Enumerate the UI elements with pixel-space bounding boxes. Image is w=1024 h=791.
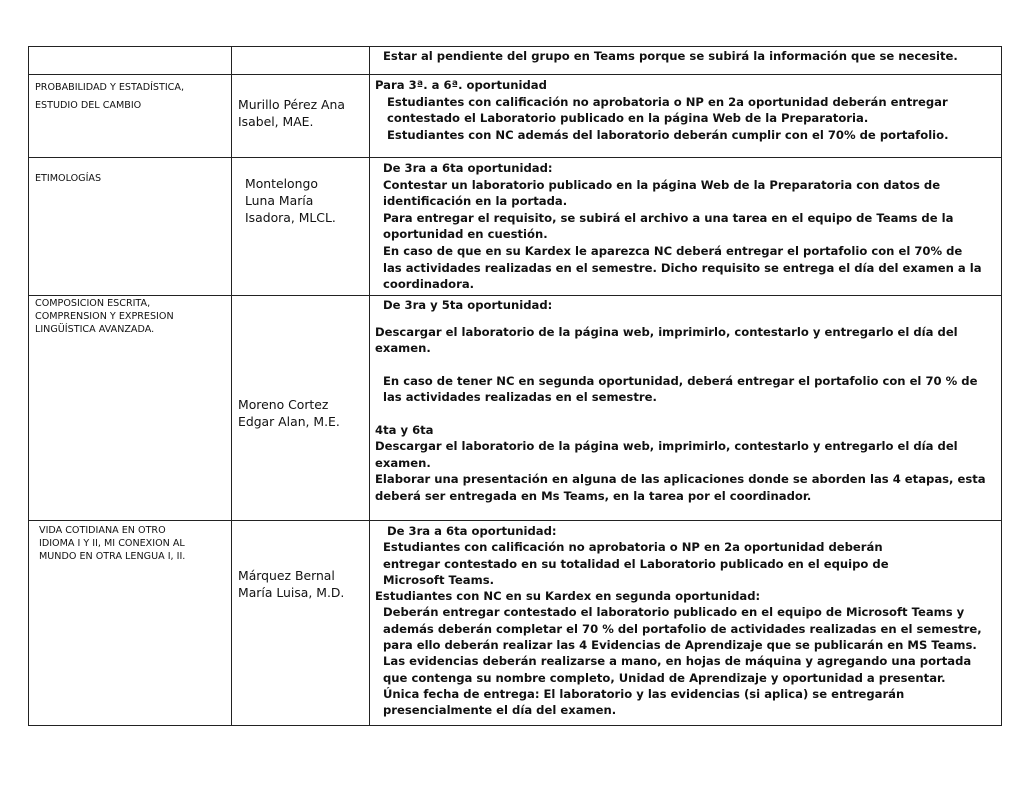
table-row xyxy=(29,158,1002,296)
requirement-line: Microsoft Teams. xyxy=(383,572,494,587)
requirement-line: las actividades realizadas en el semestre. xyxy=(383,390,657,404)
requirements-cell xyxy=(370,521,1002,726)
requirement-line: Estudiantes con calificación no aprobatoria o NP en 2a oportunidad deberán xyxy=(383,540,883,555)
requirement-line: Descargar el laboratorio de la página web, imprimirlo, contestarlo y entregarlo el día del xyxy=(375,439,958,453)
requirements-cell xyxy=(370,158,1002,296)
requirement-line: examen. xyxy=(375,341,431,355)
requirement-line: Estudiantes con NC además del laboratorio deberán cumplir con el 70% de portafolio. xyxy=(387,127,949,142)
requirement-line: identificación en la portada. xyxy=(383,194,568,209)
table-row xyxy=(29,47,1002,75)
requirement-line: De 3ra y 5ta oportunidad: xyxy=(383,298,553,312)
professor-name: Murillo Pérez Ana Isabel, MAE. xyxy=(238,97,345,129)
subject-name xyxy=(29,47,231,50)
requirement-line: En caso de tener NC en segunda oportunidad, deberá entregar el portafolio con el 70 % de xyxy=(383,373,978,388)
professor-name: Montelongo Luna María Isadora, MLCL. xyxy=(245,176,336,225)
requirements-cell xyxy=(370,75,1002,158)
requirement-line: Estudiantes con calificación no aprobatoria o NP en 2a oportunidad deberán entregar xyxy=(387,94,948,109)
requirement-line: En caso de que en su Kardex le aparezca NC deberá entregar el portafolio con el 70% de xyxy=(383,243,963,258)
requirement-line: Para entregar el requisito, se subirá el archivo a una tarea en el equipo de Teams de la xyxy=(383,210,954,225)
professor-cell xyxy=(232,47,370,75)
requirement-line: Única fecha de entrega: El laboratorio y las evidencias (si aplica) se entregarán xyxy=(383,686,905,701)
requirement-line: De 3ra a 6ta oportunidad: xyxy=(387,524,557,538)
requirement-line: Para 3ª. a 6ª. oportunidad xyxy=(375,78,547,92)
subject-name: ETIMOLOGÍAS xyxy=(35,173,102,184)
subject-name: COMPOSICION ESCRITA, COMPRENSION Y EXPRESION LINGÜÍSTICA AVANZADA. xyxy=(35,298,174,335)
requirement-line: para ello deberán realizar las 4 Evidencias de Aprendizaje que se publicarán en MS Teams. xyxy=(383,638,977,653)
requirement-line: Las evidencias deberán realizarse a mano, en hojas de máquina y agregando una portada xyxy=(383,654,972,669)
requirement-line: Descargar el laboratorio de la página web, imprimirlo, contestarlo y entregarlo el día del xyxy=(375,324,958,339)
requirement-line: contestado el Laboratorio publicado en la página Web de la Preparatoria. xyxy=(387,111,869,125)
requirement-line: Estudiantes con NC en su Kardex en segunda oportunidad: xyxy=(375,589,761,604)
requirement-line: entregar contestado en su totalidad el Laboratorio publicado en el equipo de xyxy=(383,556,889,571)
requirement-line: además deberán completar el 70 % del portafolio de actividades realizadas en el semestre, xyxy=(383,621,982,636)
requirements-cell xyxy=(370,296,1002,521)
subject-cell xyxy=(29,75,232,158)
table-row xyxy=(29,296,1002,521)
requirement-line: las actividades realizadas en el semestre. Dicho requisito se entrega el día del examen a la xyxy=(383,260,982,275)
requirement-line: De 3ra a 6ta oportunidad: xyxy=(383,161,553,175)
table-row xyxy=(29,521,1002,726)
subject-cell xyxy=(29,296,232,521)
requirement-line: Deberán entregar contestado el laboratorio publicado en el equipo de Microsoft Teams y xyxy=(383,605,965,620)
requirements-cell xyxy=(370,47,1002,75)
requirement-line: coordinadora. xyxy=(383,277,475,292)
requirement-line: presencialmente el día del examen. xyxy=(383,703,617,718)
professor-name: Márquez Bernal María Luisa, M.D. xyxy=(238,568,345,600)
requirement-line: Contestar un laboratorio publicado en la página Web de la Preparatoria con datos de xyxy=(383,177,941,192)
requirement-line: Elaborar una presentación en alguna de las aplicaciones donde se aborden las 4 etapas, esta xyxy=(375,472,986,486)
subject-cell xyxy=(29,158,232,296)
professor-cell xyxy=(232,521,370,726)
professor-name: Moreno Cortez Edgar Alan, M.E. xyxy=(238,397,340,429)
requirement-line: deberá ser entregada en Ms Teams, en la tarea por el coordinador. xyxy=(375,488,812,503)
subject-cell xyxy=(29,521,232,726)
table-row xyxy=(29,75,1002,158)
requirement-line: oportunidad en cuestión. xyxy=(383,227,548,242)
requirements-table xyxy=(28,46,1002,726)
professor-cell xyxy=(232,75,370,158)
requirement-line: que contenga su nombre completo, Unidad de Aprendizaje y oportunidad a presentar. xyxy=(383,670,946,685)
professor-cell xyxy=(232,158,370,296)
professor-cell xyxy=(232,296,370,521)
subject-name: VIDA COTIDIANA EN OTRO IDIOMA I Y II, MI CONEXION AL MUNDO EN OTRA LENGUA I, II. xyxy=(39,525,186,562)
subject-cell xyxy=(29,47,232,75)
requirement-line: examen. xyxy=(375,455,431,470)
requirement-line: 4ta y 6ta xyxy=(375,422,434,437)
subject-name: PROBABILIDAD Y ESTADÍSTICA, ESTUDIO DEL CAMBIO xyxy=(35,82,184,111)
requirement-line: Estar al pendiente del grupo en Teams porque se subirá la información que se necesite. xyxy=(383,49,958,63)
